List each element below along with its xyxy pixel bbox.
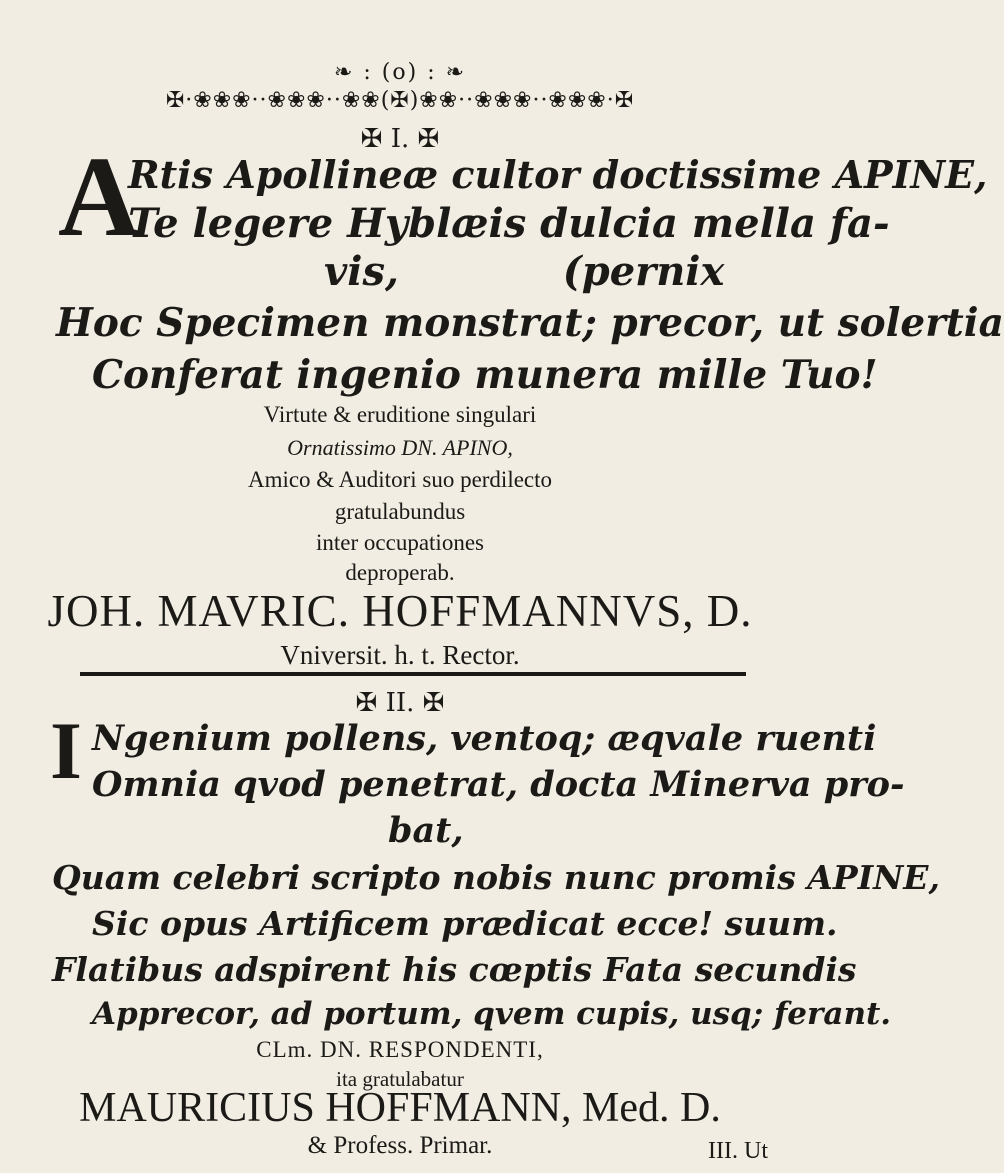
dedication-line: deproperab.: [345, 560, 455, 585]
dedication-line: gratulabundus: [334, 499, 466, 524]
poem-line: Apprecor, ad portum, qvem cupis, usq; ferant.: [92, 996, 892, 1032]
poem-line: Ngenium pollens, ventoq; æqvale ruenti: [92, 718, 877, 759]
dedication-line: Virtute & eruditione singulari: [263, 402, 537, 427]
signature-2: MAURICIUS HOFFMANN, Med. D.: [79, 1085, 721, 1131]
ornament-band: ✠·❀❀❀··❀❀❀··❀❀(✠)❀❀··❀❀❀··❀❀❀·✠: [165, 88, 635, 113]
poem-line: Hoc Specimen monstrat; precor, ut solertia: [56, 300, 1004, 346]
poem-line: Quam celebri scripto nobis nunc promis APINE,: [52, 858, 940, 897]
poem-line: bat,: [388, 810, 464, 851]
poem-line: Te legere Hyblæis dulcia mella fa-: [128, 200, 890, 247]
drop-cap-i: I: [50, 705, 82, 796]
section-numeral-2: ✠ II. ✠: [355, 688, 445, 718]
dedication-line: Amico & Auditori suo perdilecto: [247, 467, 553, 492]
signature-1: JOH. MAVRIC. HOFFMANNVS, D.: [47, 586, 753, 636]
poem-line: Conferat ingenio munera mille Tuo!: [92, 352, 878, 398]
divider-rule: [80, 672, 746, 676]
section-numeral-1: ✠ I. ✠: [360, 124, 440, 154]
poem-line: Omnia qvod penetrat, docta Minerva pro-: [92, 764, 905, 805]
catchword: III. Ut: [708, 1138, 768, 1164]
header-ornament: ❧ : (o) : ❧: [333, 60, 467, 85]
dedication-line: inter occupationes: [316, 530, 484, 555]
dedication-line: ita gratulabatur: [336, 1067, 464, 1091]
poem-line: Sic opus Artificem prædicat ecce! suum.: [92, 904, 838, 943]
dedication-line: CLm. DN. RESPONDENTI,: [256, 1037, 544, 1062]
poem-line: Rtis Apollineæ cultor doctissime APINE,: [128, 152, 988, 197]
poem-line: vis, (pernix: [324, 248, 725, 295]
dedication-line: Ornatissimo DN. APINO,: [287, 435, 513, 460]
drop-cap-a: A: [58, 133, 141, 260]
signature-title-1: Vniversit. h. t. Rector.: [280, 640, 520, 670]
signature-title-2: & Profess. Primar.: [307, 1132, 493, 1159]
poem-line: Flatibus adspirent his cœptis Fata secundis: [52, 950, 857, 989]
